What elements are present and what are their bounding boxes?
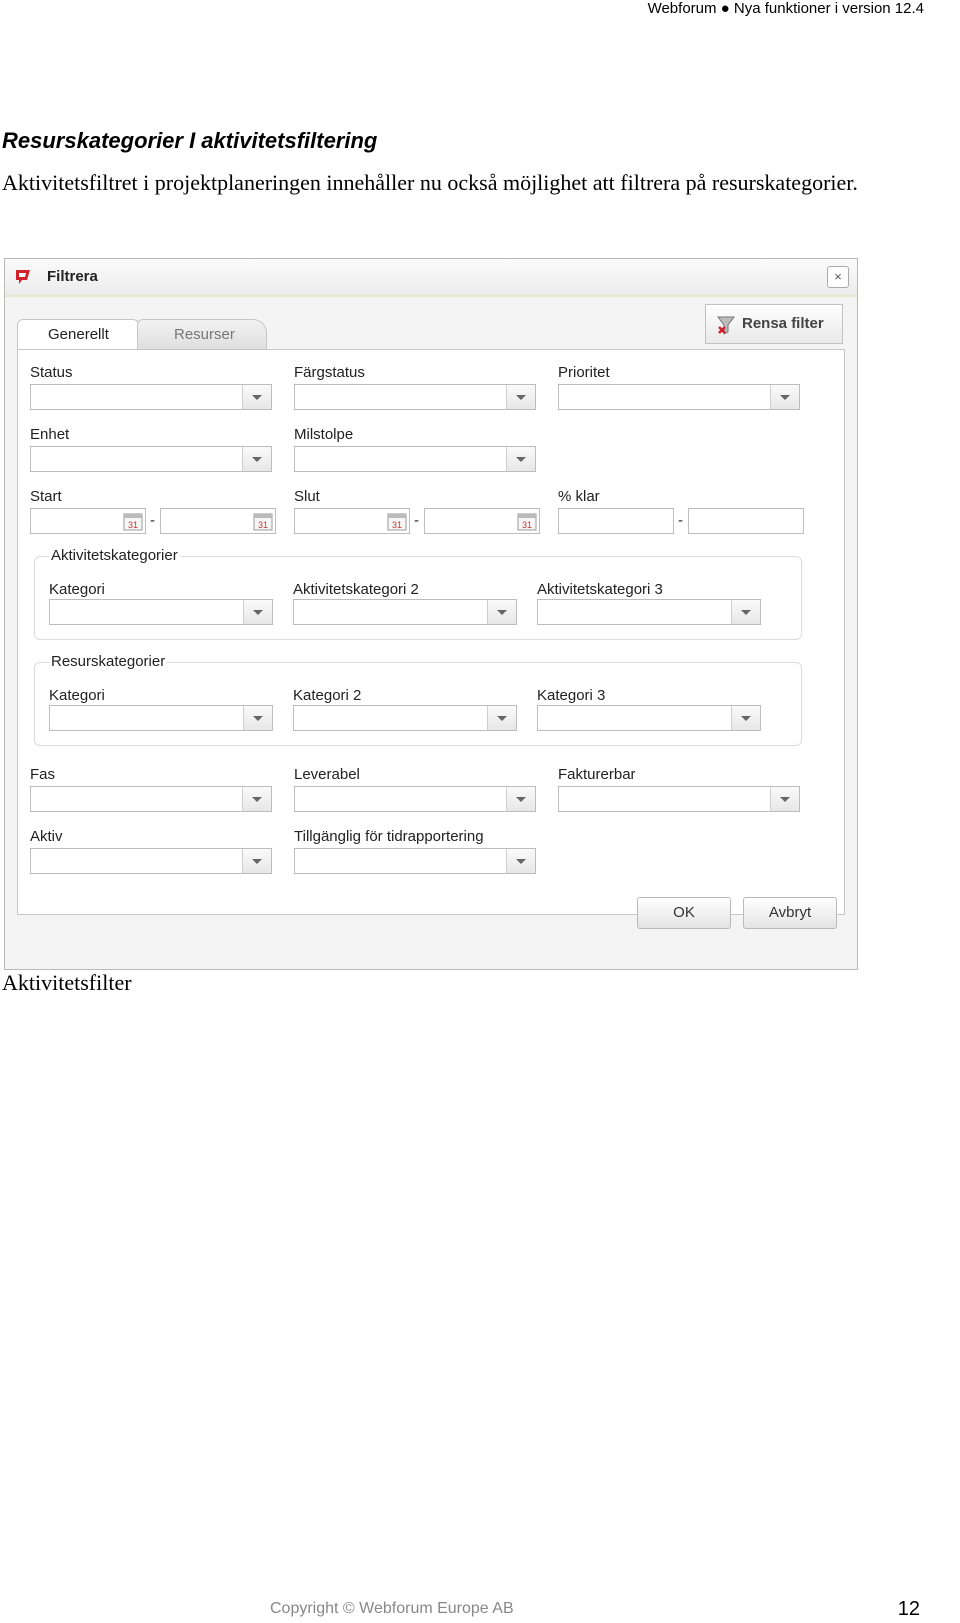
prioritet-label: Prioritet	[558, 364, 610, 381]
tab-resurser[interactable]	[137, 319, 267, 350]
fas-label: Fas	[30, 766, 56, 783]
category-label: Kategori 2	[293, 687, 362, 704]
calendar-icon[interactable]	[387, 511, 407, 531]
klar-label: % klar	[558, 488, 600, 505]
tillganglig-select[interactable]	[294, 848, 536, 874]
tab-label: Resurser	[174, 326, 235, 343]
klar-from-input[interactable]	[558, 508, 674, 534]
range-separator: -	[678, 512, 683, 529]
svg-text:31: 31	[391, 520, 403, 530]
tab-label: Generellt	[48, 326, 109, 343]
app-logo-icon	[14, 268, 32, 286]
intro-paragraph: Aktivitetsfiltret i projektplaneringen innehåller nu också möjlighet att filtrera på resurskategorier.	[2, 170, 858, 195]
range-separator: -	[150, 512, 155, 529]
tillganglig-label: Tillgänglig för tidrapportering	[294, 828, 484, 845]
prioritet-select[interactable]	[558, 384, 800, 410]
enhet-select[interactable]	[30, 446, 272, 472]
enhet-label: Enhet	[30, 426, 70, 443]
start-label: Start	[30, 488, 62, 505]
clear-filter-button[interactable]	[705, 304, 843, 344]
category-select[interactable]	[293, 705, 517, 731]
chevron-down-icon[interactable]	[770, 385, 799, 409]
start-from-input[interactable]	[30, 508, 146, 534]
category-select[interactable]	[293, 599, 517, 625]
svg-text:31: 31	[127, 520, 139, 530]
chevron-down-icon[interactable]	[242, 787, 271, 811]
dialog-titlebar	[5, 259, 857, 297]
chevron-down-icon[interactable]	[506, 787, 535, 811]
range-separator: -	[414, 512, 419, 529]
category-label: Kategori	[49, 581, 105, 598]
chevron-down-icon[interactable]	[770, 787, 799, 811]
category-label: Aktivitetskategori 2	[293, 581, 419, 598]
page-header: Webforum ● Nya funktioner i version 12.4	[647, 0, 924, 17]
category-select[interactable]	[49, 599, 273, 625]
resource-category-group	[34, 653, 802, 746]
calendar-icon[interactable]	[253, 511, 273, 531]
close-icon[interactable]: ×	[827, 266, 849, 288]
group-title: Aktivitetskategorier	[51, 547, 178, 564]
start-to-input[interactable]	[160, 508, 276, 534]
category-select[interactable]	[537, 705, 761, 731]
calendar-icon[interactable]	[517, 511, 537, 531]
aktiv-select[interactable]	[30, 848, 272, 874]
category-select[interactable]	[537, 599, 761, 625]
category-label: Kategori 3	[537, 687, 606, 704]
group-title: Resurskategorier	[51, 653, 166, 670]
milstolpe-select[interactable]	[294, 446, 536, 472]
page-number: 12	[897, 1598, 920, 1620]
leverabel-select[interactable]	[294, 786, 536, 812]
slut-to-input[interactable]	[424, 508, 540, 534]
chevron-down-icon[interactable]	[487, 706, 516, 730]
tab-generellt[interactable]	[17, 319, 139, 350]
chevron-down-icon[interactable]	[731, 706, 760, 730]
slut-from-input[interactable]	[294, 508, 410, 534]
chevron-down-icon[interactable]	[243, 706, 272, 730]
fakturerbar-label: Fakturerbar	[558, 766, 636, 783]
chevron-down-icon[interactable]	[242, 385, 271, 409]
slut-label: Slut	[294, 488, 320, 505]
fargstatus-label: Färgstatus	[294, 364, 365, 381]
chevron-down-icon[interactable]	[487, 600, 516, 624]
activity-category-group	[34, 547, 802, 640]
category-label: Kategori	[49, 687, 105, 704]
status-label: Status	[30, 364, 73, 381]
chevron-down-icon[interactable]	[506, 385, 535, 409]
section-title: Resurskategorier I aktivitetsfiltering	[2, 128, 378, 153]
chevron-down-icon[interactable]	[242, 849, 271, 873]
figure-caption: Aktivitetsfilter	[2, 970, 132, 995]
svg-text:31: 31	[257, 520, 269, 530]
chevron-down-icon[interactable]	[731, 600, 760, 624]
ok-button[interactable]: OK	[637, 897, 731, 929]
chevron-down-icon[interactable]	[242, 447, 271, 471]
svg-text:31: 31	[521, 520, 533, 530]
chevron-down-icon[interactable]	[506, 447, 535, 471]
dialog-title: Filtrera	[47, 268, 98, 285]
tab-panel	[17, 349, 845, 915]
category-select[interactable]	[49, 705, 273, 731]
chevron-down-icon[interactable]	[243, 600, 272, 624]
filter-dialog	[4, 258, 858, 970]
aktiv-label: Aktiv	[30, 828, 63, 845]
fakturerbar-select[interactable]	[558, 786, 800, 812]
leverabel-label: Leverabel	[294, 766, 360, 783]
fargstatus-select[interactable]	[294, 384, 536, 410]
milstolpe-label: Milstolpe	[294, 426, 354, 443]
footer-copyright: Copyright © Webforum Europe AB	[270, 1600, 514, 1617]
clear-filter-icon	[716, 315, 736, 335]
klar-to-input[interactable]	[688, 508, 804, 534]
cancel-button[interactable]: Avbryt	[743, 897, 837, 929]
clear-filter-label: Rensa filter	[742, 315, 824, 332]
category-label: Aktivitetskategori 3	[537, 581, 663, 598]
chevron-down-icon[interactable]	[506, 849, 535, 873]
calendar-icon[interactable]	[123, 511, 143, 531]
status-select[interactable]	[30, 384, 272, 410]
fas-select[interactable]	[30, 786, 272, 812]
